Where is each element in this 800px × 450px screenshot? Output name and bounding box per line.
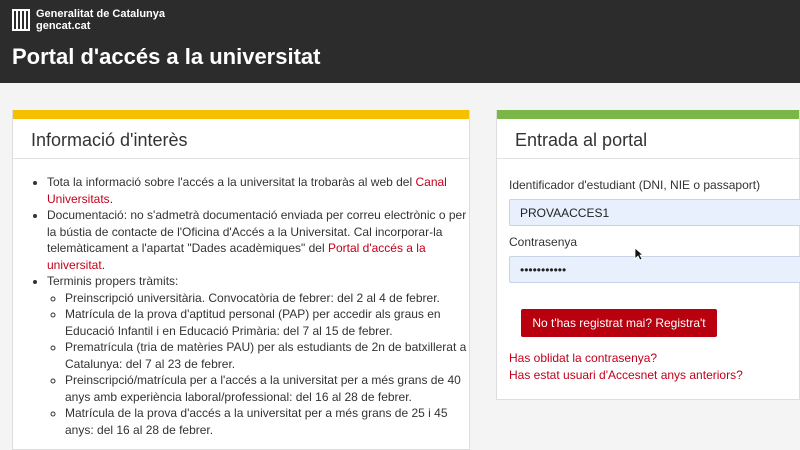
forgot-password-link[interactable]: Has oblidat la contrasenya?	[509, 351, 658, 365]
login-panel-title: Entrada al portal	[515, 130, 648, 150]
deadline-item: ◦ Matrícula de la prova d'accés a la universitat per a més grans de 25 i 45 anys: del 16 al 28 de febrer.	[65, 405, 477, 438]
list-item	[47, 207, 477, 273]
divider	[13, 158, 469, 159]
info-text: .	[101, 257, 106, 272]
portal-acces-link[interactable]: Portal d'accés a la universitat	[47, 241, 426, 272]
register-button[interactable]: No t'has registrat mai? Registra't	[521, 309, 717, 337]
canal-universitats-link[interactable]: Canal Universitats	[47, 175, 447, 206]
login-panel-accent	[497, 110, 799, 119]
list-item	[47, 273, 477, 438]
info-text: Tota la informació sobre l'accés a la universitat la trobaràs al web del	[47, 175, 416, 189]
deadline-item: ◦ Matrícula de la prova d'aptitud personal (PAP) per accedir als graus en Educació Infantil i en Educació Primària: del 7 al 15 de febrer.	[65, 306, 477, 339]
gencat-logo[interactable]	[12, 8, 165, 32]
top-header	[0, 0, 800, 83]
generalitat-logo-icon	[12, 9, 30, 31]
org-domain: gencat.cat	[36, 20, 91, 32]
deadline-item: ◦ Preinscripció/matrícula per a l'accés a la universitat per a més grans de 40 anys amb experiència laboral/professional: del 16 al 28 de febrer.	[65, 372, 477, 405]
info-text: Documentació: no s'admetrà documentació enviada per correu electrònic o per la bústia de contacte de l'Oficina d'Accés a la Universitat. Cal incorporar-la telemàticament a l'apartat "Dades acadèmiques" del	[47, 208, 467, 255]
former-user-link[interactable]: Has estat usuari d'Accesnet anys anteriors?	[509, 368, 743, 382]
password-label: Contrasenya	[509, 235, 578, 249]
deadlines-list	[47, 290, 477, 439]
list-item	[47, 174, 477, 207]
divider	[497, 158, 799, 159]
logo-text	[36, 8, 165, 32]
mouse-pointer-icon	[634, 247, 644, 261]
info-list	[31, 174, 477, 438]
info-panel-accent	[13, 110, 469, 119]
page-title: Portal d'accés a la universitat	[12, 44, 321, 69]
org-name: Generalitat de Catalunya	[36, 8, 165, 20]
info-text: .	[109, 191, 114, 206]
student-id-input[interactable]	[509, 199, 800, 226]
deadline-item: ◦ Prematrícula (tria de matèries PAU) per als estudiants de 2n de batxillerat a Catalunya: del 7 al 23 de febrer.	[65, 339, 477, 372]
deadlines-heading: Terminis propers tràmits:	[47, 274, 179, 288]
info-panel	[12, 110, 470, 450]
deadline-item: ◦ Preinscripció universitària. Convocatòria de febrer: del 2 al 4 de febrer.	[65, 290, 477, 307]
login-panel	[496, 110, 800, 400]
password-input[interactable]	[509, 256, 800, 283]
info-panel-title: Informació d'interès	[31, 130, 188, 150]
student-id-label: Identificador d'estudiant (DNI, NIE o passaport)	[509, 178, 761, 192]
